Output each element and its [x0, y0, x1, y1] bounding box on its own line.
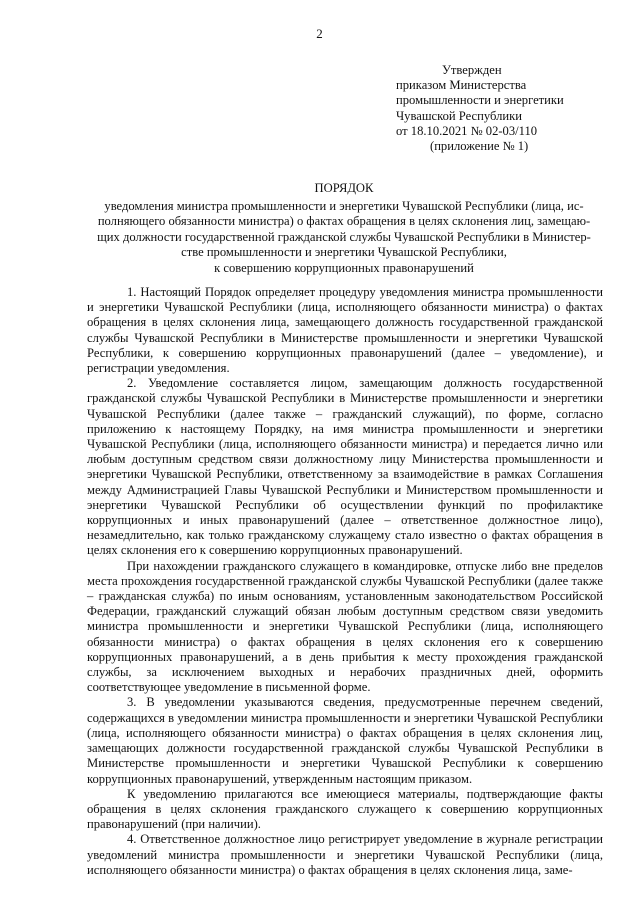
approval-line: (приложение № 1) [430, 139, 529, 154]
paragraph-3: При нахождении гражданского служащего в командировке, отпуске либо вне пределов места прохождения государственной гражданской службы Чувашской Республики (далее также – гражданская служба) по иным основаниям, установленным законодательством Российской Федерации, гражданский служащий обязан любым доступным средством связи уведомить министра промышленности и энергетики Чувашской Республики (лица, исполняющего обязанности министра) о фактах обращения в целях склонения его к совершению коррупционных правонарушений, а в день прибытия к месту прохождения гражданской службы, за исключением выходных и нерабочих праздничных дней, оформить соответствующее уведомление в письменной форме. [87, 558, 603, 695]
document-body [87, 285, 603, 878]
heading-line: уведомления министра промышленности и энергетики Чувашской Республики (лица, ис- [104, 198, 584, 213]
approval-line: приказом Министерства [396, 78, 527, 93]
approval-line: Утвержден [442, 63, 502, 77]
paragraph-5: К уведомлению прилагаются все имеющиеся материалы, подтверждающие факты обращения в целях склонения гражданского служащего к совершению коррупционных правонарушений (при наличии). [87, 786, 603, 832]
heading-line: полняющего обязанности министра) о фактах обращения в целях склонения лиц, замещаю- [97, 214, 591, 229]
document-title: ПОРЯДОК [314, 181, 374, 195]
document-heading [84, 181, 604, 277]
paragraph-1: 1. Настоящий Порядок определяет процедуру уведомления министра промышленности и энергетики Чувашской Республики (лица, исполняющего обязанности министра) о фактах обращения в целях склонения лица, замещающего должность государственной гражданской службы Чувашской Республики в Министерстве промышленности и энергетики Чувашской Республики, к совершению коррупционных правонарушений (далее – уведомление), и регистрации уведомления. [87, 285, 603, 376]
paragraph-6: 4. Ответственное должностное лицо регистрирует уведомление в журнале регистрации уведомлений министра промышленности и энергетики Чувашской Республики (лица, исполняющего обязанности министра) о фактах обращения в целях склонения лица, заме- [87, 832, 603, 877]
heading-line: стве промышленности и энергетики Чувашской Республики, [181, 245, 507, 260]
approval-stamp [396, 63, 632, 154]
approval-line: Чувашской Республики [396, 108, 522, 123]
approval-line: промышленности и энергетики [396, 93, 564, 108]
paragraph-4: 3. В уведомлении указываются сведения, предусмотренные перечнем сведений, содержащихся в уведомлении министра промышленности и энергетики Чувашской Республики (лица, исполняющего обязанности министра) о фактах обращения в целях склонения лиц, замещающих должности государственной гражданской службы Чувашской Республики в Министерстве промышленности и энергетики Чувашской Республики к совершению коррупционных правонарушений, утвержденным настоящим приказом. [87, 695, 603, 786]
paragraph-2: 2. Уведомление составляется лицом, замещающим должность государственной гражданской службы Чувашской Республики в Министерстве промышленности и энергетики Чувашской Республики (далее также – гражданский служащий), по форме, согласно приложению к настоящему Порядку, на имя министра промышленности и энергетики Чувашской Республики (лица, исполняющего обязанности министра) и передается лично или любым доступным средством связи должностному лицу Министерства промышленности и энергетики Чувашской Республики, ответственному за взаимодействие в рамках Соглашения между Администрацией Главы Чувашской Республики и Министерством промышленности и энергетики Чувашской Республики об осуществлении функций по профилактике коррупционных и иных правонарушений (далее – ответственное должностное лицо), незамедлительно, как только гражданскому служащему стало известно о фактах обращения в целях склонения его к совершению коррупционных правонарушений. [87, 376, 603, 558]
heading-line: щих должности государственной гражданской службы Чувашской Республики в Министер- [97, 229, 591, 244]
heading-line: к совершению коррупционных правонарушений [214, 260, 474, 275]
page-number: 2 [316, 26, 323, 41]
approval-line: от 18.10.2021 № 02-03/110 [396, 123, 538, 138]
